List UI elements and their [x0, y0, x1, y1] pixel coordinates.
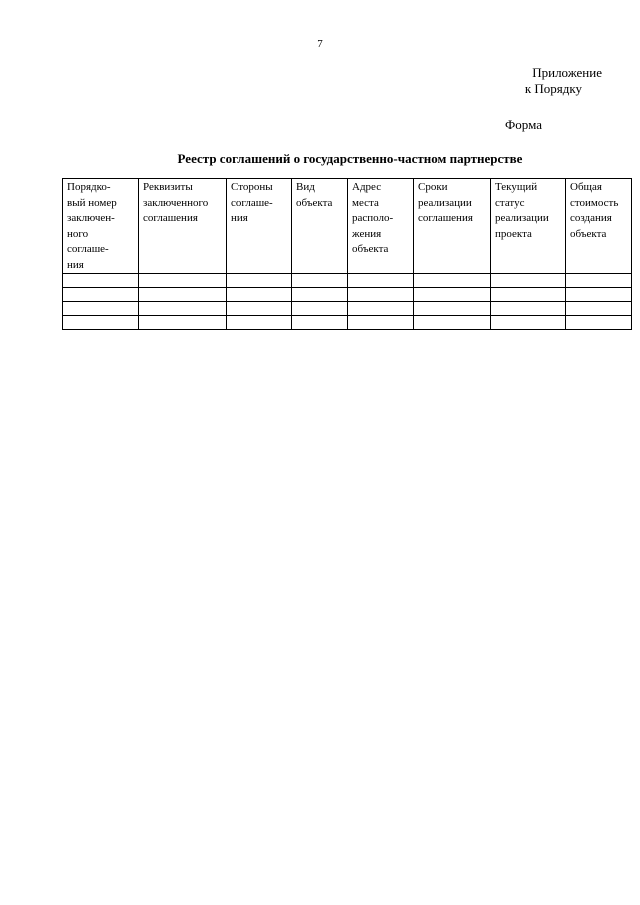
table-cell [348, 288, 414, 302]
table-cell [292, 274, 348, 288]
appendix-line-2: к Порядку [524, 81, 582, 96]
table-cell [292, 288, 348, 302]
header-cell: Реквизиты заключенного соглашения [139, 179, 227, 274]
table-row [63, 316, 632, 330]
appendix-line-1: Приложение [532, 65, 602, 80]
table-row [63, 302, 632, 316]
table-cell [139, 302, 227, 316]
header-cell: Адрес места располо- жения объекта [348, 179, 414, 274]
table-cell [491, 302, 566, 316]
header-cell: Стороны соглаше- ния [227, 179, 292, 274]
table-cell [348, 316, 414, 330]
page-number: 7 [317, 38, 323, 50]
table-cell [566, 316, 632, 330]
header-cell: Сроки реализации соглашения [414, 179, 491, 274]
table-cell [414, 274, 491, 288]
table-cell [292, 316, 348, 330]
table-cell [491, 288, 566, 302]
header-cell: Порядко- вый номер заключен- ного соглаше- ния [63, 179, 139, 274]
table-cell [348, 302, 414, 316]
table-cell [227, 288, 292, 302]
table-cell [139, 274, 227, 288]
registry-table [62, 178, 632, 330]
table-cell [566, 288, 632, 302]
table-header-row [63, 179, 632, 274]
table-row [63, 274, 632, 288]
table-cell [227, 316, 292, 330]
table-row [63, 288, 632, 302]
table-cell [566, 274, 632, 288]
form-label: Форма [505, 117, 542, 132]
table-cell [63, 316, 139, 330]
table-cell [348, 274, 414, 288]
table-cell [63, 274, 139, 288]
table-cell [139, 316, 227, 330]
table-cell [292, 302, 348, 316]
table-cell [227, 274, 292, 288]
table-cell [227, 302, 292, 316]
table-cell [414, 302, 491, 316]
document-title: Реестр соглашений о государственно-частном партнерстве [177, 151, 523, 166]
table-cell [63, 288, 139, 302]
appendix-caption [500, 65, 610, 97]
table-cell [566, 302, 632, 316]
table-cell [491, 316, 566, 330]
header-cell: Общая стоимость создания объекта [566, 179, 632, 274]
table-cell [491, 274, 566, 288]
table-cell [414, 288, 491, 302]
header-cell: Вид объекта [292, 179, 348, 274]
header-cell: Текущий статус реализации проекта [491, 179, 566, 274]
table-cell [414, 316, 491, 330]
table-cell [139, 288, 227, 302]
table-cell [63, 302, 139, 316]
